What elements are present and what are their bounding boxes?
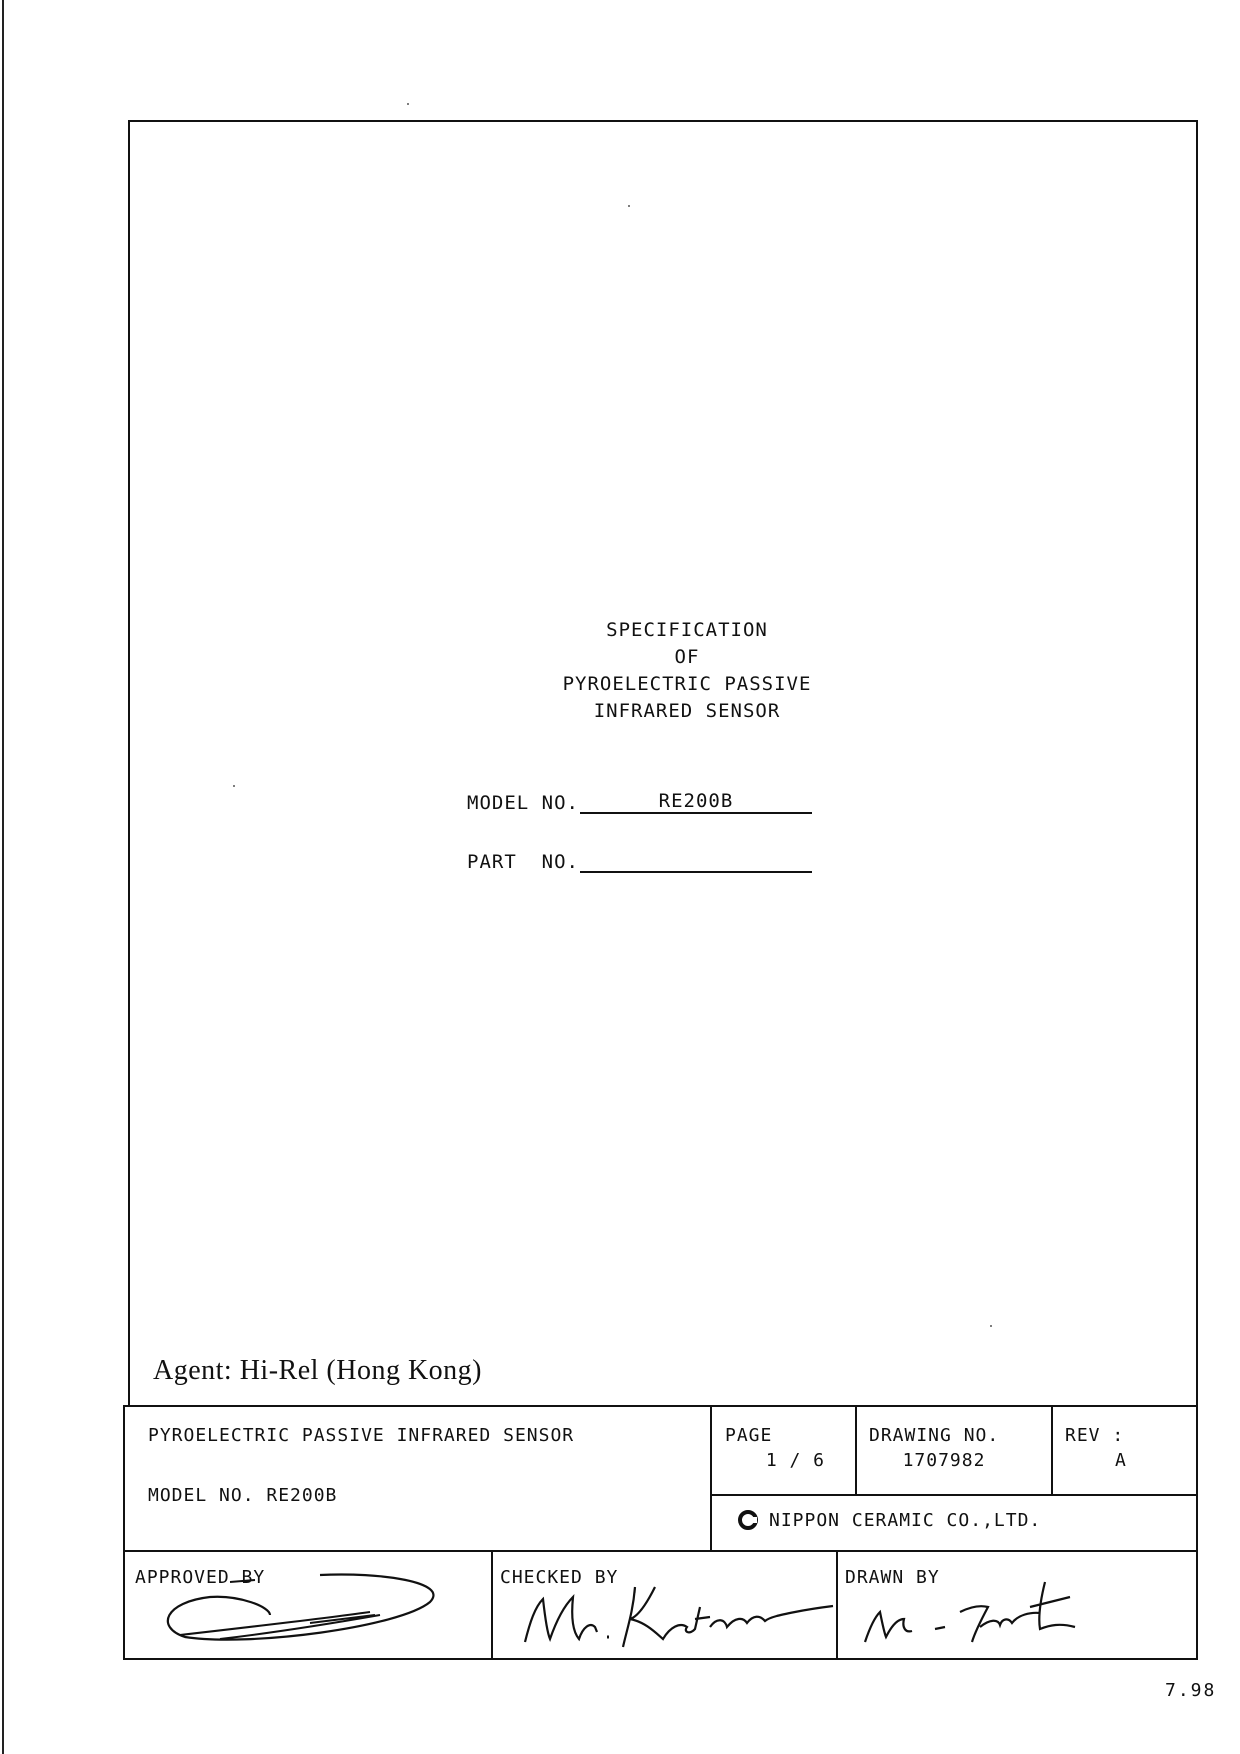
revision-value: A bbox=[1115, 1450, 1127, 1471]
part-number-field bbox=[467, 849, 812, 873]
page-value: 1 / 6 bbox=[765, 1450, 825, 1471]
title-line: PYROELECTRIC PASSIVE bbox=[562, 673, 812, 695]
document-title bbox=[130, 617, 1196, 725]
drawn-signature bbox=[840, 1557, 1195, 1657]
model-number-field bbox=[467, 790, 812, 814]
divider bbox=[125, 1550, 1196, 1552]
model-number-value: RE200B bbox=[580, 790, 812, 814]
agent-line: Agent: Hi-Rel (Hong Kong) bbox=[153, 1355, 483, 1386]
approved-signature bbox=[130, 1557, 480, 1657]
divider bbox=[491, 1550, 493, 1658]
title-block-table bbox=[123, 1405, 1198, 1660]
divider bbox=[710, 1407, 712, 1550]
divider bbox=[710, 1494, 1196, 1496]
company-name: NIPPON CERAMIC CO.,LTD. bbox=[769, 1509, 1042, 1531]
divider bbox=[836, 1550, 838, 1658]
divider bbox=[855, 1407, 857, 1494]
revision-label: REV : bbox=[1065, 1425, 1125, 1446]
left-edge-rule bbox=[2, 0, 4, 1754]
company-logo-icon bbox=[737, 1509, 759, 1531]
title-line: SPECIFICATION bbox=[606, 619, 768, 641]
divider bbox=[1051, 1407, 1053, 1494]
page-label: PAGE bbox=[725, 1425, 773, 1446]
product-name: PYROELECTRIC PASSIVE INFRARED SENSOR bbox=[148, 1425, 575, 1446]
drawn-by-label: DRAWN BY bbox=[845, 1567, 940, 1588]
checked-by-label: CHECKED BY bbox=[500, 1567, 619, 1588]
revision-date-code: 7.98 bbox=[1165, 1680, 1217, 1701]
page-frame bbox=[128, 120, 1198, 1405]
checked-signature bbox=[495, 1557, 835, 1657]
drawing-number-label: DRAWING NO. bbox=[869, 1425, 1000, 1446]
company-row bbox=[737, 1509, 1041, 1531]
speck bbox=[407, 103, 409, 105]
title-line: INFRARED SENSOR bbox=[593, 700, 781, 722]
drawing-number-value: 1707982 bbox=[902, 1450, 986, 1471]
model-number-label: MODEL NO. bbox=[467, 792, 579, 814]
title-line: OF bbox=[674, 646, 700, 668]
part-number-label: PART NO. bbox=[467, 851, 579, 873]
part-number-value bbox=[580, 849, 812, 873]
approved-by-label: APPROVED BY bbox=[135, 1567, 266, 1588]
model-number: MODEL NO. RE200B bbox=[148, 1485, 338, 1506]
